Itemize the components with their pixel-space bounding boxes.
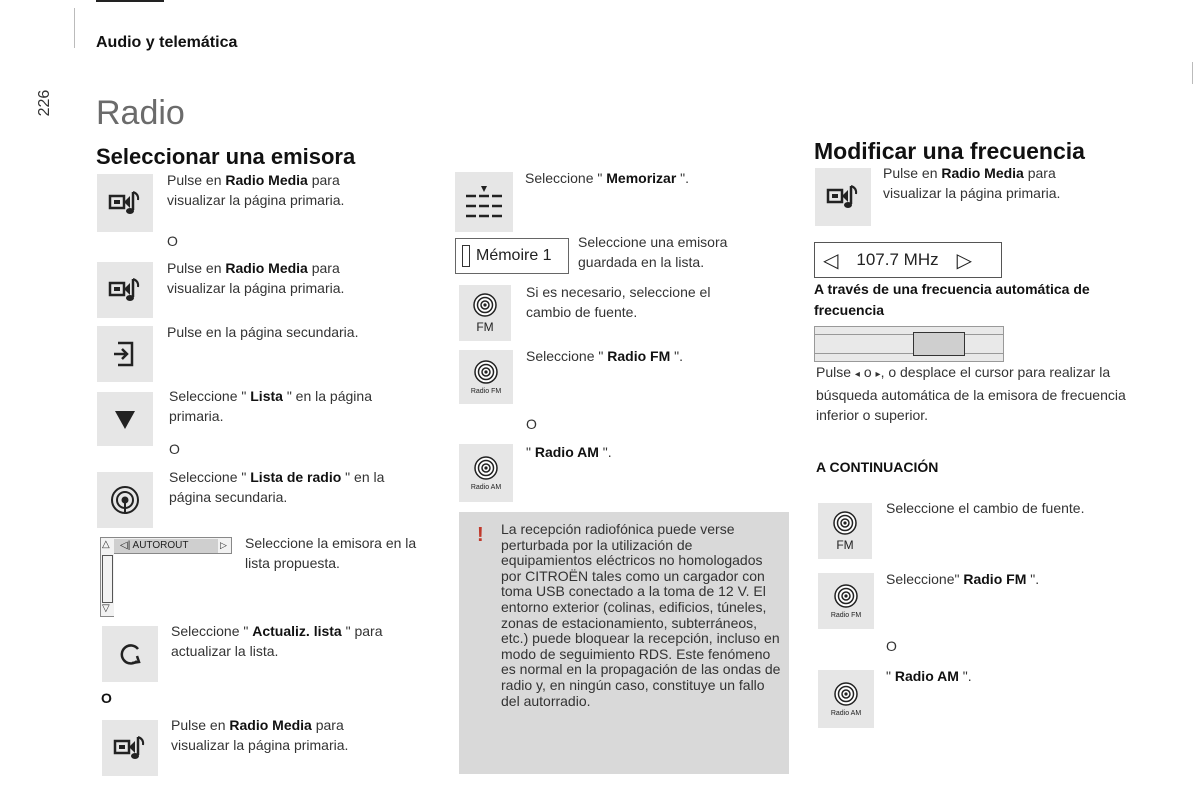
warning-text: La recepción radiofónica puede verse perturbada por la utilización de equipamientos eléctricos no homologados por CITROËN tales como un cargador con toma USB conectado a la toma de 12 V. El entorno exterior (colinas, edificios, túneles, zonas de estacionamiento, subterráneos, etc.) puede bloquear la recepción, incluso en modo de seguimiento RDS. Este fenómeno es normal en la propagación de las ondas de radio y, en ningún caso, constituye un fallo del autorradio. (501, 521, 781, 709)
or-separator: O (526, 416, 537, 432)
page-title: Radio (96, 94, 185, 132)
frequency-down-icon[interactable]: ◁ (823, 249, 839, 272)
radio-media-icon[interactable] (97, 174, 153, 232)
radio-media-icon[interactable] (815, 168, 871, 226)
memorize-icon[interactable] (455, 172, 513, 232)
memory-preset-label: Mémoire 1 (476, 247, 552, 264)
step-8-text: Pulse en Radio Media para visualizar la página primaria. (171, 717, 349, 753)
preset-marker-icon (462, 245, 470, 267)
secondary-page-icon[interactable] (97, 326, 153, 382)
radio-wave-icon (472, 292, 498, 318)
radio-am-button[interactable] (818, 670, 874, 728)
warning-box (459, 512, 789, 774)
or-separator: O (886, 638, 897, 654)
step-4-text: Seleccione " Lista " en la página primaria. (169, 388, 372, 424)
memory-preset-button[interactable] (455, 238, 569, 274)
step-7-text: Seleccione " Actualiz. lista " para actualizar la lista. (171, 623, 383, 659)
section-header: Audio y telemática (96, 34, 238, 51)
margin-rule (74, 8, 75, 48)
select-radio-fm-text: Seleccione" Radio FM ". (886, 571, 1040, 587)
arrow-left-icon: ◂ (854, 369, 860, 380)
radio-am-button[interactable] (459, 444, 513, 502)
or-separator: O (167, 233, 178, 249)
radio-wave-icon (473, 455, 499, 481)
heading-select-station: Seleccionar una emisora (96, 144, 356, 169)
heading-modify-frequency: Modificar una frecuencia (814, 138, 1085, 164)
frequency-value: 107.7 MHz (856, 250, 939, 269)
fm-label: FM (836, 538, 854, 552)
auto-frequency-subheading: A través de una frecuencia automática de frecuencia (814, 281, 1090, 318)
select-radio-fm-text: Seleccione " Radio FM ". (526, 348, 683, 364)
fm-source-button[interactable] (459, 285, 511, 341)
select-radio-am-text: " Radio AM ". (526, 444, 612, 460)
refresh-list-icon[interactable] (102, 626, 158, 682)
step-1-text: Pulse en Radio Media para visualizar la página primaria. (883, 165, 1061, 201)
radio-fm-button[interactable] (818, 573, 874, 629)
station-list-screen[interactable] (100, 537, 232, 617)
list-arrow-down-icon[interactable] (97, 392, 153, 446)
arrow-right-icon[interactable]: ▷ (220, 540, 227, 550)
or-separator: O (101, 690, 112, 706)
step-5-text: Seleccione " Lista de radio " en la página secundaria. (169, 469, 385, 505)
fm-label: FM (476, 320, 494, 334)
radio-wave-icon (832, 510, 858, 536)
radio-media-icon[interactable] (97, 262, 153, 318)
page-number: 226 (36, 89, 53, 117)
select-saved-station-text: Seleccione una emisora guardada en la lista. (578, 234, 728, 270)
radio-am-label: Radio AM (830, 710, 862, 717)
list-item-label[interactable]: ◁| AUTOROUT (120, 540, 189, 551)
frequency-up-icon[interactable]: ▷ (956, 249, 972, 272)
radio-wave-icon (473, 359, 499, 385)
or-separator: O (169, 441, 180, 457)
scrollbar[interactable] (102, 555, 113, 603)
scroll-up-icon[interactable]: △ (102, 539, 110, 550)
fm-source-button[interactable] (818, 503, 872, 559)
scroll-down-icon[interactable]: ▽ (102, 603, 110, 614)
right-edge-rule (1192, 62, 1193, 84)
step-6-text: Seleccione la emisora en la lista propuesta. (245, 535, 417, 571)
speaker-icon: ◁| (120, 540, 131, 551)
step-1-text: Pulse en Radio Media para visualizar la página primaria. (167, 172, 345, 208)
slider-handle[interactable] (913, 332, 965, 356)
change-source-text: Si es necesario, seleccione el cambio de fuente. (526, 284, 711, 320)
radio-wave-icon (833, 583, 859, 609)
radio-wave-icon (833, 681, 859, 707)
step-3-text: Pulse en la página secundaria. (167, 324, 359, 340)
frequency-display (814, 242, 1002, 278)
radio-fm-label: Radio FM (830, 612, 862, 619)
top-rule (96, 0, 164, 2)
change-source-text: Seleccione el cambio de fuente. (886, 500, 1085, 516)
frequency-slider[interactable] (814, 326, 1004, 362)
radio-am-label: Radio AM (470, 484, 502, 491)
arrow-right-icon: ▸ (875, 369, 881, 380)
radio-media-icon[interactable] (102, 720, 158, 776)
radio-fm-label: Radio FM (470, 388, 502, 395)
continuation-heading: A CONTINUACIÓN (816, 459, 939, 475)
select-radio-am-text: " Radio AM ". (886, 668, 972, 684)
radio-list-icon[interactable] (97, 472, 153, 528)
step-2-text: Pulse ◂ o ▸, o desplace el cursor para realizar la búsqueda automática de la emisora de frecuencia inferior o superior. (816, 364, 1126, 423)
memorize-text: Seleccione " Memorizar ". (525, 170, 690, 186)
radio-fm-button[interactable] (459, 350, 513, 404)
step-2-text: Pulse en Radio Media para visualizar la página primaria. (167, 260, 345, 296)
warning-icon: ! (477, 524, 484, 546)
